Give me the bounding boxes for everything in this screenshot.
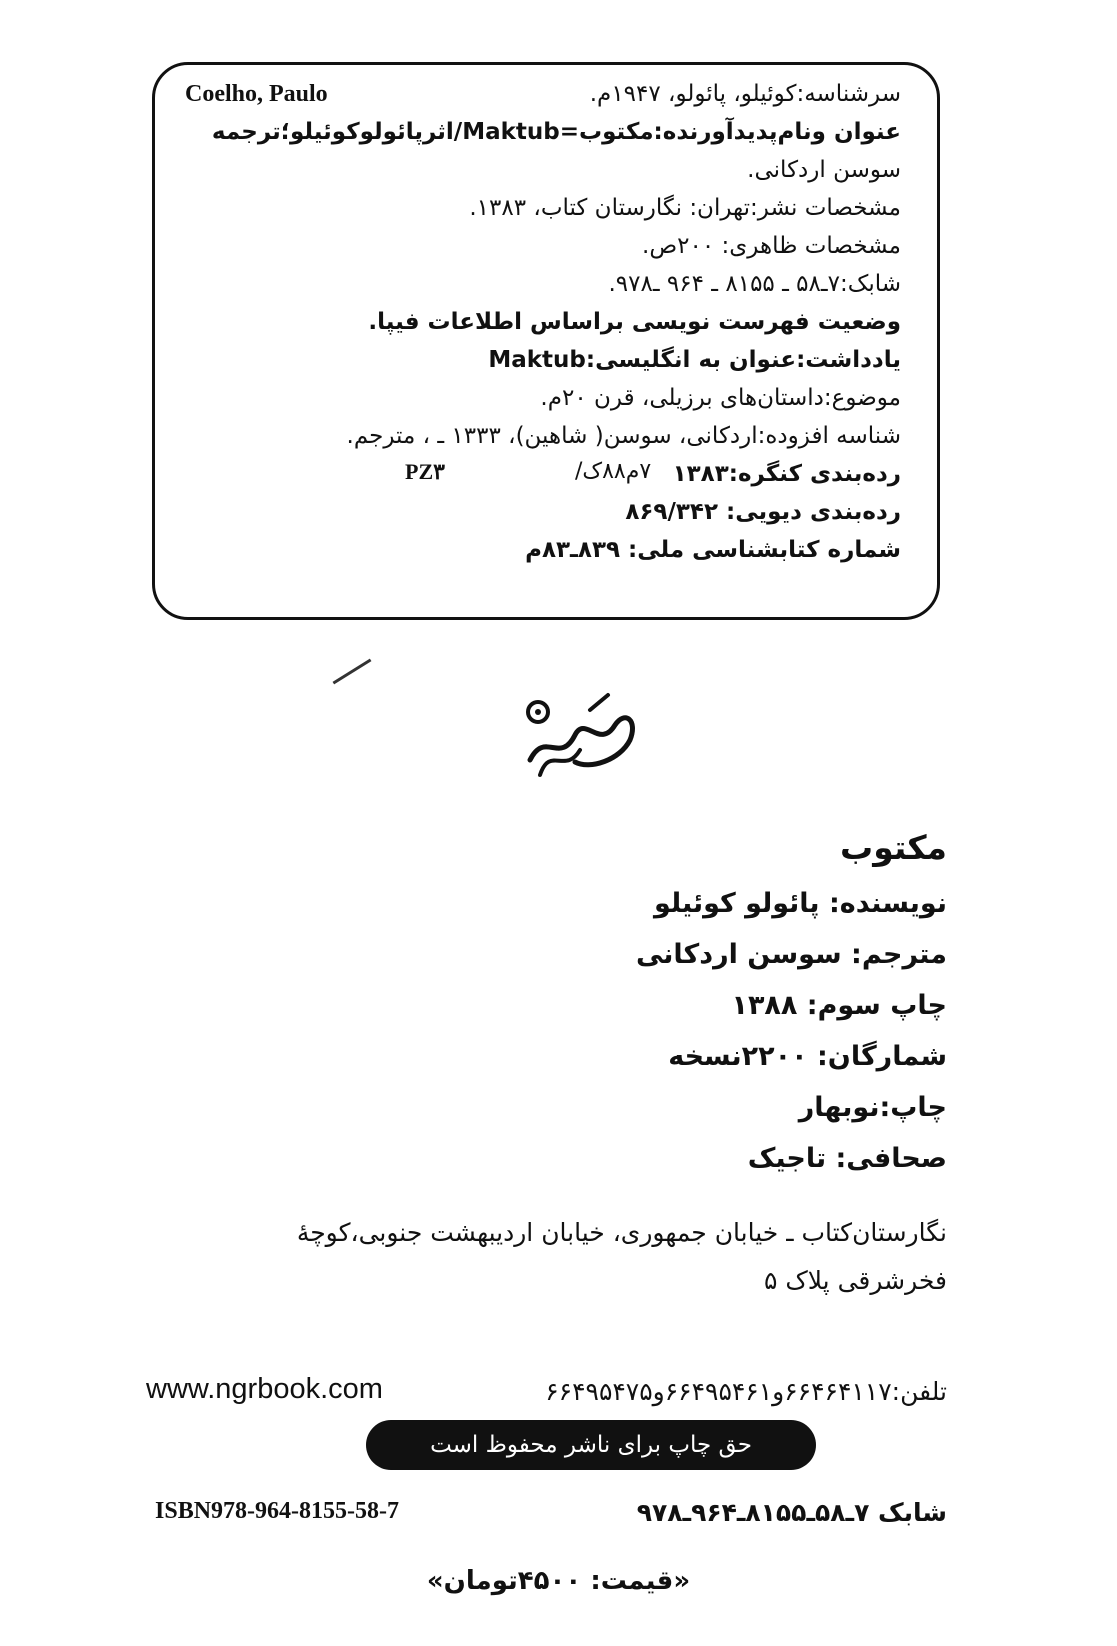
cip-physical: مشخصات ظاهری: ۲۰۰ص. bbox=[642, 233, 901, 259]
website: www.ngrbook.com bbox=[146, 1373, 383, 1405]
phone-line: تلفن:۶۶۴۶۴۱۱۷و۶۶۴۹۵۴۶۱و۶۶۴۹۵۴۷۵ bbox=[545, 1377, 947, 1406]
cip-heading: سرشناسه:کوئیلو، پائولو، ۱۹۴۷م. bbox=[589, 81, 901, 107]
copies-line: شمارگان: ۲۲۰۰نسخه bbox=[668, 1041, 947, 1072]
cip-lc-mid: ۷م۸۸ک/ bbox=[575, 459, 652, 484]
cip-box bbox=[152, 62, 940, 620]
cip-isbn: شابک:۷ـ۵۸ ـ ۸۱۵۵ ـ ۹۶۴ ـ۹۷۸. bbox=[608, 271, 901, 297]
cip-status: وضعیت فهرست نویسی براساس اطلاعات فیپا. bbox=[368, 309, 901, 335]
publisher-logo-icon bbox=[520, 690, 650, 780]
translator-line: مترجم: سوسن اردکانی bbox=[635, 939, 947, 970]
cip-publication: مشخصات نشر:تهران: نگارستان کتاب، ۱۳۸۳. bbox=[469, 195, 901, 221]
rights-badge bbox=[366, 1420, 816, 1470]
printer-line: چاپ:نوبهار bbox=[798, 1092, 947, 1123]
address-line2: فخرشرقی پلاک ۵ bbox=[764, 1266, 947, 1295]
cip-subject: موضوع:داستان‌های برزیلی، قرن ۲۰م. bbox=[540, 385, 901, 411]
isbn-fa: شابک ۷ـ۵۸ـ۸۱۵۵ـ۹۶۴ـ۹۷۸ bbox=[636, 1498, 947, 1527]
cip-dewey: رده‌بندی دیویی: ۸۶۹/۳۴۲ bbox=[625, 499, 901, 525]
price: «قیمت: ۴۵۰۰تومان» bbox=[426, 1566, 691, 1596]
cip-title-line1: عنوان ونام‌پدیدآورنده:مکتوب=Maktub/اثرپائولوکوئیلو؛ترجمه bbox=[211, 119, 901, 145]
stray-pen-mark bbox=[333, 659, 372, 685]
cip-title-line2: سوسن اردکانی. bbox=[747, 157, 901, 183]
cip-added-entry: شناسه افزوده:اردکانی، سوسن( شاهین)، ۱۳۳۳ ـ ، مترجم. bbox=[346, 423, 901, 449]
book-title: مکتوب bbox=[840, 828, 947, 867]
author-line: نویسنده: پائولو کوئیلو bbox=[654, 888, 947, 919]
rights-text: حق چاپ برای ناشر محفوظ است bbox=[430, 1432, 752, 1458]
cip-note: یادداشت:عنوان به انگلیسی:Maktub bbox=[488, 347, 901, 373]
cip-lc-label: رده‌بندی کنگره:۱۳۸۳ bbox=[672, 461, 901, 487]
edition-line: چاپ سوم: ۱۳۸۸ bbox=[731, 990, 947, 1021]
cip-lc-code: PZ۳ bbox=[405, 459, 445, 484]
address-line1: نگارستان‌کتاب ـ خیابان جمهوری، خیابان اردیبهشت جنوبی،کوچۀ bbox=[296, 1218, 947, 1247]
cip-heading-en: Coelho, Paulo bbox=[185, 81, 328, 107]
isbn-en: ISBN978-964-8155-58-7 bbox=[155, 1498, 399, 1524]
binder-line: صحافی: تاجیک bbox=[747, 1143, 947, 1174]
cip-national-no: شماره کتابشناسی ملی: ۸۳۹ـ۸۳م bbox=[525, 537, 901, 563]
